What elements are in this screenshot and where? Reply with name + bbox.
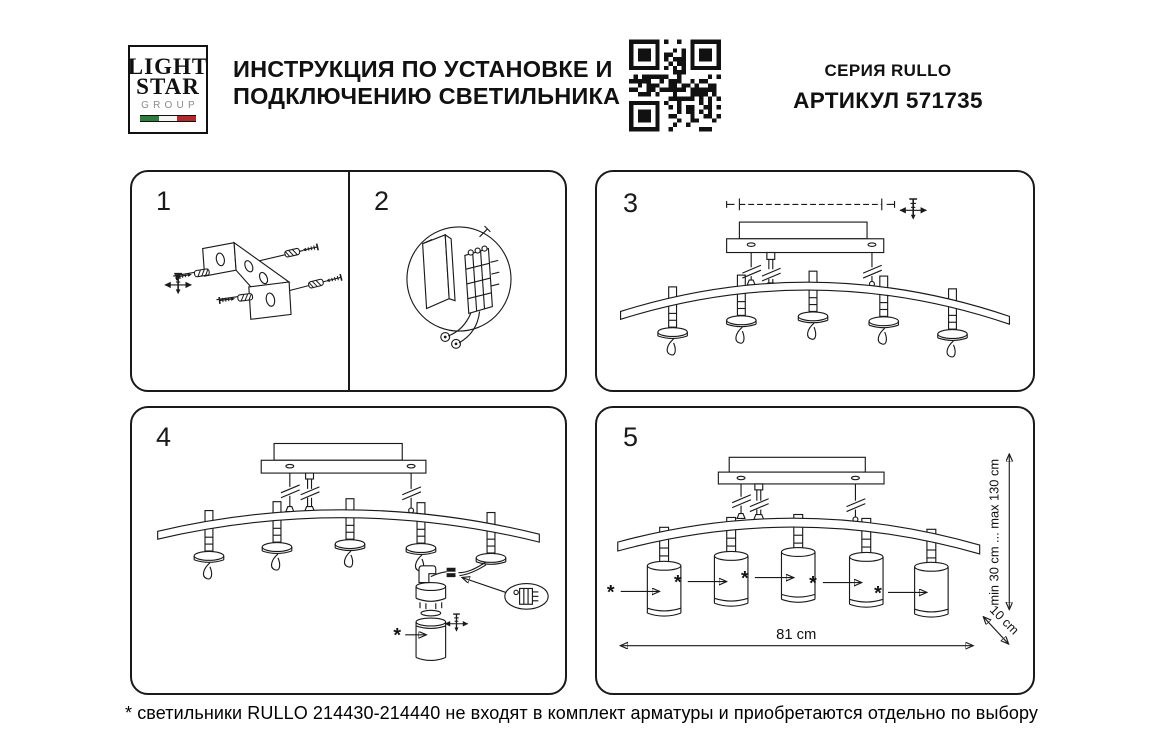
flag-red bbox=[177, 116, 196, 121]
asterisk-mark: * bbox=[874, 582, 882, 605]
bracket-and-wiring-drawing bbox=[132, 172, 565, 390]
canopy-drawing bbox=[718, 457, 884, 490]
series-label: СЕРИЯ RULLO bbox=[824, 61, 952, 80]
flag-white bbox=[159, 116, 178, 121]
title-line-2: ПОДКЛЮЧЕНИЮ СВЕТИЛЬНИКА bbox=[233, 82, 621, 109]
dimension-height-label: min 30 cm ... max 130 cm bbox=[986, 458, 1002, 606]
screw-adjust-icon bbox=[445, 614, 469, 632]
footnote: * светильники RULLO 214430-214440 не входят в комплект арматуры и приобретаются отдельно по выбору bbox=[125, 703, 1039, 723]
shade-pointers bbox=[607, 568, 927, 605]
asterisk-mark: * bbox=[393, 624, 402, 647]
suspension-rods-drawing bbox=[281, 473, 421, 513]
shade-assembly-drawing bbox=[416, 562, 486, 661]
step-5-number: 5 bbox=[623, 422, 639, 452]
panel-steps-1-2 bbox=[130, 170, 567, 392]
asterisk-mark: * bbox=[741, 567, 749, 590]
curved-rail-drawing bbox=[158, 510, 540, 542]
screw-adjust-icon bbox=[899, 199, 926, 220]
mounting-bracket-drawing bbox=[164, 243, 341, 320]
dimension-depth bbox=[984, 602, 1023, 644]
title-line-1: ИНСТРУКЦИЯ ПО УСТАНОВКЕ И bbox=[233, 56, 613, 82]
connector-detail-drawing bbox=[462, 578, 548, 610]
step-1-number: 1 bbox=[156, 186, 172, 216]
asterisk-mark: * bbox=[809, 572, 817, 595]
logo-word-star: STAR bbox=[136, 74, 200, 99]
panel-step-3 bbox=[595, 170, 1035, 392]
flag-green bbox=[140, 116, 159, 121]
lamp-holder-plates-drawing bbox=[658, 312, 967, 357]
step-2-number: 2 bbox=[374, 186, 390, 216]
step-3-number: 3 bbox=[623, 188, 639, 218]
shade-pointer bbox=[393, 625, 426, 647]
asterisk-mark: * bbox=[673, 571, 682, 594]
article-number: АРТИКУЛ 571735 bbox=[793, 88, 983, 113]
ceiling-bar-drawing bbox=[727, 199, 927, 220]
dimension-width-label: 81 cm bbox=[776, 626, 817, 643]
canopy-drawing bbox=[261, 444, 426, 480]
suspension-rods-drawing bbox=[732, 484, 865, 522]
qr-code bbox=[629, 38, 721, 133]
product-info bbox=[788, 61, 988, 114]
fixture-frame-drawing bbox=[597, 172, 1033, 390]
step-4-number: 4 bbox=[156, 422, 172, 452]
lightstar-logo bbox=[128, 45, 208, 134]
asterisk-mark: * bbox=[606, 581, 615, 604]
wiring-detail-drawing bbox=[407, 226, 511, 348]
logo-word-group: GROUP bbox=[141, 100, 199, 111]
dimension-width bbox=[621, 627, 973, 646]
shades-drawing bbox=[647, 548, 948, 618]
page-title bbox=[233, 56, 620, 109]
dimension-height bbox=[986, 454, 1009, 609]
logo-word-light: LIGHT bbox=[127, 54, 209, 79]
shade-install-drawing bbox=[132, 408, 565, 693]
canopy-drawing bbox=[727, 222, 884, 259]
assembled-fixture-drawing bbox=[597, 408, 1033, 693]
panel-step-5 bbox=[595, 406, 1035, 695]
italian-flag bbox=[140, 115, 196, 122]
panel-step-4 bbox=[130, 406, 567, 695]
dimension-depth-label: 10 cm bbox=[986, 602, 1023, 638]
